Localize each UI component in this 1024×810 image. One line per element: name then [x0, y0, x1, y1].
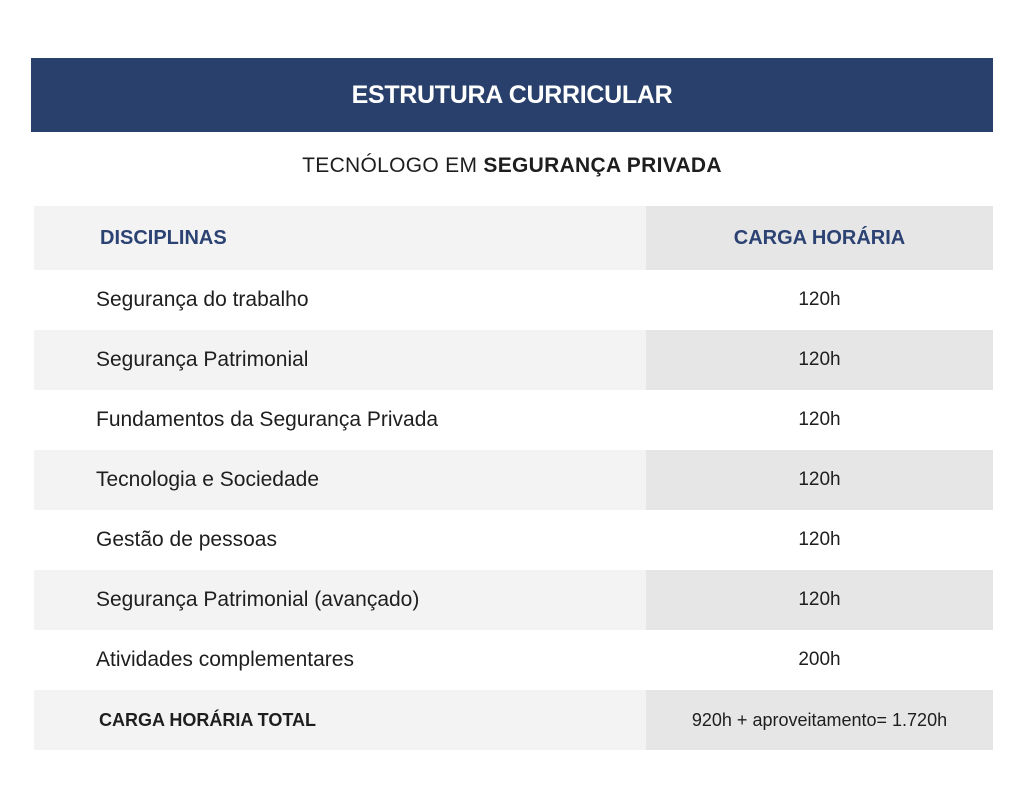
banner-title: ESTRUTURA CURRICULAR	[351, 80, 673, 109]
discipline-cell: Segurança Patrimonial (avançado)	[34, 570, 646, 630]
table-row	[34, 510, 993, 570]
curriculum-table	[34, 206, 993, 750]
table-row	[34, 390, 993, 450]
course-subtitle	[0, 154, 1024, 178]
table-row	[34, 570, 993, 630]
table-row	[34, 450, 993, 510]
table-row	[34, 330, 993, 390]
table-header-row	[34, 206, 993, 270]
header-workload: CARGA HORÁRIA	[646, 206, 993, 270]
discipline-cell: Segurança Patrimonial	[34, 330, 646, 390]
total-label: CARGA HORÁRIA TOTAL	[34, 690, 646, 750]
hours-cell: 120h	[646, 570, 993, 630]
hours-cell: 120h	[646, 330, 993, 390]
discipline-cell: Atividades complementares	[96, 648, 354, 671]
subtitle-prefix: TECNÓLOGO EM	[302, 154, 484, 177]
hours-cell: 200h	[798, 649, 841, 670]
hours-cell: 120h	[646, 450, 993, 510]
discipline-cell: Segurança do trabalho	[96, 288, 309, 311]
discipline-cell: Fundamentos da Segurança Privada	[96, 408, 439, 431]
discipline-cell: Gestão de pessoas	[96, 528, 277, 551]
total-value: 920h + aproveitamento= 1.720h	[646, 690, 993, 750]
table-row	[34, 630, 993, 690]
hours-cell: 120h	[798, 409, 841, 430]
hours-cell: 120h	[798, 289, 841, 310]
subtitle-highlight: SEGURANÇA PRIVADA	[483, 154, 722, 177]
table-total-row	[34, 690, 993, 750]
header-disciplines: DISCIPLINAS	[34, 206, 646, 270]
discipline-cell: Tecnologia e Sociedade	[34, 450, 646, 510]
table-row	[34, 270, 993, 330]
hours-cell: 120h	[798, 529, 841, 550]
title-banner	[31, 58, 993, 132]
